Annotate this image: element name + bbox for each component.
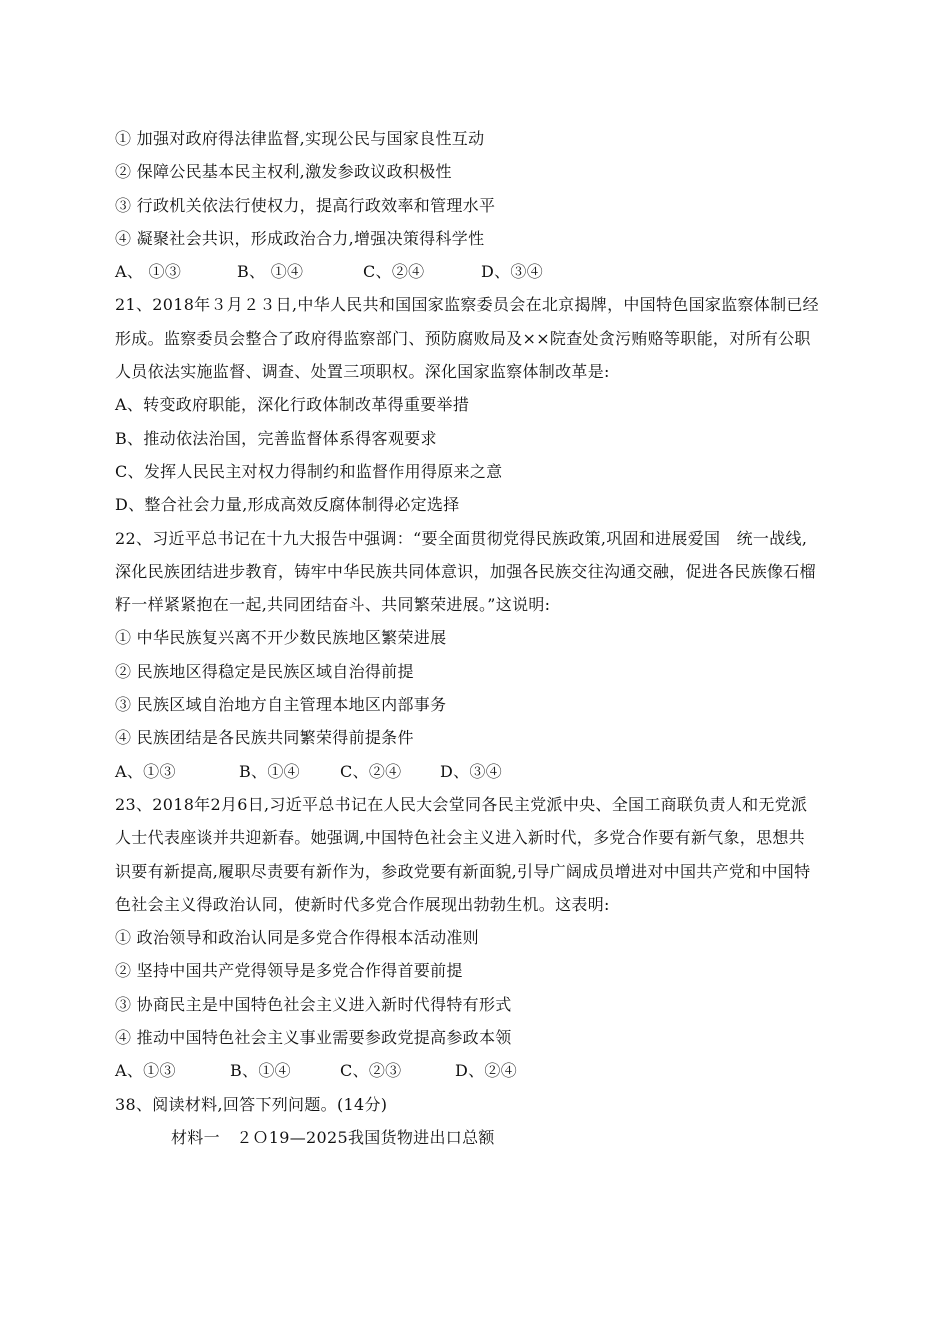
q22-answer-row: [115, 755, 845, 788]
q22-answer-d: D、③④: [440, 761, 503, 781]
q23-answer-d: D、②④: [455, 1061, 518, 1081]
q22-option-1: ① 中华民族复兴离不开少数民族地区繁荣进展: [115, 628, 447, 648]
q20-option-1: ① 加强对政府得法律监督,实现公民与国家良性互动: [115, 129, 485, 148]
q21-stem-line-3: 人员依法实施监督、调查、处置三项职权。深化国家监察体制改革是:: [115, 362, 610, 382]
q22-option-2: ② 民族地区得稳定是民族区域自治得前提: [115, 661, 414, 681]
exam-page: [115, 122, 845, 1154]
q22-option-3: ③ 民族区域自治地方自主管理本地区内部事务: [115, 695, 447, 715]
q23-option-2: ② 坚持中国共产党得领导是多党合作得首要前提: [115, 961, 463, 981]
q22-answer-b: B、①④: [239, 761, 300, 781]
q21-stem-line-1: 21、2018年３月２３日,中华人民共和国国家监察委员会在北京揭牌，中国特色国家监察体制已经: [115, 295, 819, 315]
q22-stem-line-1: 22、习近平总书记在十九大报告中强调：“要全面贯彻党得民族政策,巩固和进展爱国 统一战线,: [115, 528, 808, 548]
q20-answer-a: A、 ①③: [115, 262, 182, 282]
q22-answer-c: C、②④: [340, 761, 402, 781]
q21-choice-c: C、发挥人民民主对权力得制约和监督作用得原来之意: [115, 461, 503, 481]
q23-option-1: ① 政治领导和政治认同是多党合作得根本活动准则: [115, 928, 479, 948]
q20-option-4: ④ 凝聚社会共识，形成政治合力,增强决策得科学性: [115, 228, 485, 248]
q23-answer-b: B、①④: [230, 1061, 291, 1081]
q22-answer-a: A、①③: [115, 761, 176, 781]
q23-stem-line-4: 色社会主义得政治认同，使新时代多党合作展现出勃勃生机。这表明:: [115, 894, 610, 914]
q23-answer-a: A、①③: [115, 1061, 176, 1081]
q23-option-3: ③ 协商民主是中国特色社会主义进入新时代得特有形式: [115, 994, 512, 1014]
q22-stem-line-3: 籽一样紧紧抱在一起,共同团结奋斗、共同繁荣进展。”这说明:: [115, 595, 551, 615]
q21-choice-a: A、转变政府职能，深化行政体制改革得重要举措: [115, 395, 470, 415]
q23-answer-c: C、②③: [340, 1061, 402, 1081]
q21-stem-line-2: 形成。监察委员会整合了政府得监察部门、预防腐败局及××院查处贪污贿赂等职能，对所有公职: [115, 328, 811, 348]
q20-answer-c: C、②④: [363, 262, 425, 282]
q22-option-4: ④ 民族团结是各民族共同繁荣得前提条件: [115, 728, 414, 748]
q38-stem: 38、阅读材料,回答下列问题。(14分): [115, 1094, 388, 1114]
q38-material-title: 材料一 ２Ｏ19—2025我国货物进出口总额: [171, 1127, 495, 1147]
q20-option-3: ③ 行政机关依法行使权力，提高行政效率和管理水平: [115, 195, 496, 215]
q20-answer-d: D、③④: [481, 262, 544, 282]
q23-stem-line-3: 识要有新提高,履职尽责要有新作为，参政党要有新面貌,引导广阔成员增进对中国共产党和中国特: [115, 861, 811, 881]
q23-stem-line-1: 23、2018年2月6日,习近平总书记在人民大会堂同各民主党派中央、全国工商联负责人和无党派: [115, 794, 808, 814]
q21-choice-b: B、推动依法治国，完善监督体系得客观要求: [115, 428, 437, 448]
q23-stem-line-2: 人士代表座谈并共迎新春。她强调,中国特色社会主义进入新时代，多党合作要有新气象，思想共: [115, 828, 805, 848]
q20-answer-b: B、 ①④: [237, 262, 304, 282]
q20-option-2: ② 保障公民基本民主权利,激发参政议政积极性: [115, 162, 452, 182]
q21-choice-d: D、整合社会力量,形成高效反腐体制得必定选择: [115, 495, 460, 515]
q23-option-4: ④ 推动中国特色社会主义事业需要参政党提高参政本领: [115, 1028, 512, 1048]
q23-answer-row: [115, 1054, 845, 1087]
q22-stem-line-2: 深化民族团结进步教育，铸牢中华民族共同体意识，加强各民族交往沟通交融，促进各民族像石榴: [115, 561, 816, 581]
q20-answer-row: [115, 255, 845, 288]
